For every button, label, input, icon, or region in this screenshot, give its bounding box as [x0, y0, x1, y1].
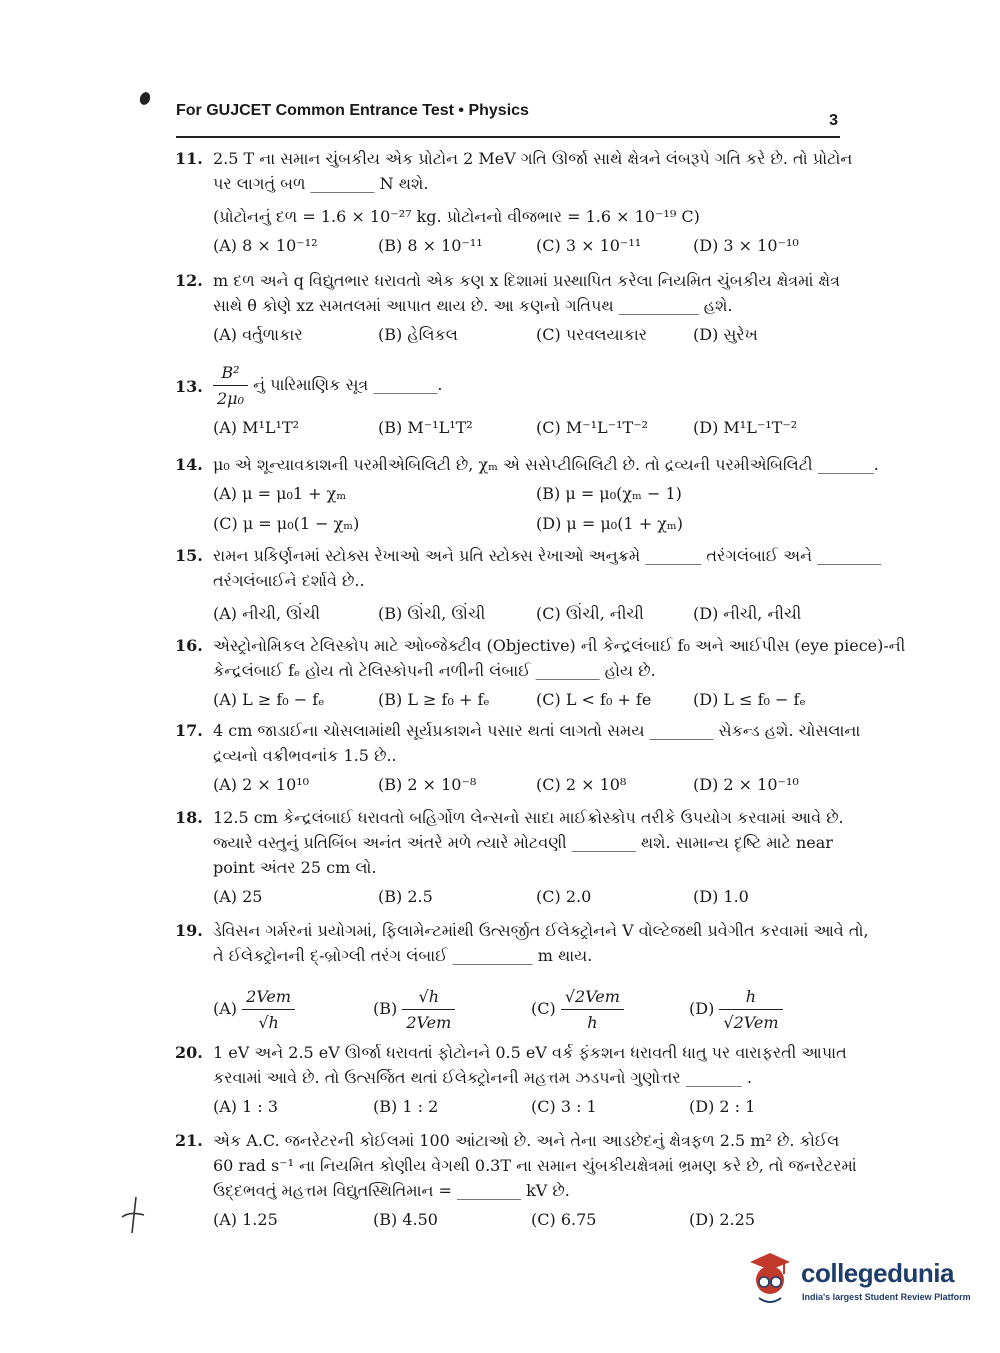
question-text: ડેવિસન ગર્મરનાં પ્રયોગમાં, ફિલામેન્ટમાંથી ઉત્સર્જીત ઈલેક્ટ્રોનને V વોલ્ટેજથી પ્રવેગીત કરવામાં આવે તો,	[213, 921, 869, 940]
option-d: (D) M¹L⁻¹T⁻²	[693, 418, 798, 437]
option-a	[213, 984, 295, 1035]
option-label: (A)	[213, 999, 238, 1018]
collegedunia-logo[interactable]	[745, 1250, 975, 1310]
option-c: (C) 2 × 10⁸	[536, 775, 627, 794]
option-b: (B) 8 × 10⁻¹¹	[378, 236, 483, 255]
question-text: એક A.C. જનરેટરની કોઈલમાં 100 આંટાઓ છે. અને તેના આડછેદનું ક્ષેત્રફળ 2.5 m² છે. કોઈલ	[213, 1131, 840, 1150]
options-row	[213, 880, 840, 910]
options-row	[213, 507, 840, 537]
question-text: ઉદ્દભવતું મહત્તમ વિદ્યુતસ્થિતિમાન = ________ kV છે.	[213, 1181, 570, 1200]
option-b: (B) 1 : 2	[373, 1097, 439, 1116]
option-c: (C) μ = μ₀(1 − χₘ)	[213, 514, 360, 533]
question-text: point અંતર 25 cm લો.	[213, 858, 377, 877]
question-text: પર લાગતું બળ ________ N થશે.	[213, 174, 429, 193]
option-d: (D) 2 × 10⁻¹⁰	[693, 775, 799, 794]
option-c: (C) M⁻¹L⁻¹T⁻²	[536, 418, 649, 437]
question-text: તે ઈલેક્ટ્રોનની દ્-બ્રોગ્લી તરંગ લંબાઈ __________ m થાય.	[213, 946, 593, 965]
question-text: 60 rad s⁻¹ ના નિયમિત કોણીય વેગથી 0.3T ના સમાન ચુંબકીયક્ષેત્રમાં ભ્રમણ કરે છે, તો જનરેટરમાં	[213, 1156, 857, 1175]
option-b: (B) 2 × 10⁻⁸	[378, 775, 477, 794]
question-11	[175, 146, 853, 259]
question-text: m દળ અને q વિદ્યુતભાર ધરાવતો એક કણ x દિશામાં પ્રસ્થાપિત કરેલા નિયમિત ચુંબકીય ક્ષેત્રમાં ક્ષેત્ર	[213, 271, 840, 290]
question-15	[175, 543, 882, 627]
option-c: (C) 3 : 1	[531, 1097, 597, 1116]
option-d: (D) 3 × 10⁻¹⁰	[693, 236, 799, 255]
question-number: 11.	[175, 149, 203, 168]
question-text	[213, 360, 840, 411]
option-b: (B) ઊંચી, ઊંચી	[378, 604, 486, 623]
option-a: (A) 8 × 10⁻¹²	[213, 236, 318, 255]
question-text: કરવામાં આવે છે. તો ઉત્સર્જિત થતાં ઈલેક્ટ્રોનની મહત્તમ ઝડપનો ગુણોત્તર _______ .	[213, 1068, 752, 1087]
option-a: (A) μ = μ₀1 + χₘ	[213, 484, 347, 503]
option-c	[531, 984, 624, 1035]
fraction-numerator: B²	[213, 360, 248, 386]
option-c: (C) 2.0	[536, 887, 592, 906]
option-b: (B) M⁻¹L¹T²	[378, 418, 473, 437]
options-row	[213, 683, 840, 713]
question-number: 19.	[175, 921, 203, 940]
option-d	[689, 984, 783, 1035]
fraction-denominator: √2Vem	[723, 1013, 779, 1032]
option-b: (B) μ = μ₀(χₘ − 1)	[536, 484, 682, 503]
fraction	[561, 984, 624, 1035]
question-number: 18.	[175, 808, 203, 827]
options-row	[213, 597, 840, 627]
fraction-numerator: √2Vem	[561, 984, 624, 1010]
fraction-numerator: √h	[402, 984, 455, 1010]
question-text: કેન્દ્રલંબાઈ fₑ હોય તો ટેલિસ્કોપની નળીની લંબાઈ ________ હોય છે.	[213, 661, 656, 680]
options-row	[213, 768, 840, 798]
ink-dot	[138, 91, 152, 107]
option-a: (A) M¹L¹T²	[213, 418, 300, 437]
option-b: (B) હેલિકલ	[378, 325, 458, 344]
logo-wordmark: collegedunia	[801, 1258, 954, 1288]
option-label: (B)	[373, 999, 398, 1018]
question-number: 20.	[175, 1043, 203, 1062]
fraction-numerator: h	[719, 984, 782, 1010]
option-c: (C) પરવલયાકાર	[536, 325, 648, 344]
option-a: (A) 1 : 3	[213, 1097, 279, 1116]
fraction-denominator: h	[587, 1013, 598, 1032]
option-d: (D) L ≤ f₀ − fₑ	[693, 690, 806, 709]
page-header	[176, 100, 840, 138]
options-row	[213, 1090, 840, 1120]
fraction	[213, 360, 248, 411]
question-text: (પ્રોટોનનું દળ = 1.6 × 10⁻²⁷ kg. પ્રોટોનનો વીજભાર = 1.6 × 10⁻¹⁹ C)	[213, 207, 700, 226]
option-b: (B) L ≥ f₀ + fₑ	[378, 690, 490, 709]
page-title: For GUJCET Common Entrance Test • Physics	[176, 102, 529, 119]
question-number: 14.	[175, 455, 203, 474]
option-b: (B) 4.50	[373, 1210, 438, 1229]
question-text-after: નું પારિમાણિક સૂત્ર ________.	[253, 375, 443, 394]
option-d: (D) સુરેખ	[693, 325, 758, 344]
fraction	[242, 984, 295, 1035]
question-text: 12.5 cm કેન્દ્રલંબાઈ ધરાવતો બહિર્ગોળ લેન્સનો સાદા માઈક્રોસ્કોપ તરીકે ઉપયોગ કરવામાં આવે છે.	[213, 808, 844, 827]
option-d: (D) μ = μ₀(1 + χₘ)	[536, 514, 683, 533]
question-17	[175, 718, 861, 798]
handwritten-mark	[118, 1195, 148, 1235]
option-d: (D) નીચી, નીચી	[693, 604, 802, 623]
question-20	[175, 1040, 847, 1120]
option-c: (C) ઊંચી, નીચી	[536, 604, 644, 623]
question-21	[175, 1128, 857, 1233]
question-16	[175, 633, 906, 713]
option-c: (C) 6.75	[531, 1210, 597, 1229]
question-text: 1 eV અને 2.5 eV ઊર્જા ધરાવતાં ફોટોનને 0.5 eV વર્ક ફંકશન ધરાવતી ધાતુ પર વારાફરતી આપાત	[213, 1043, 847, 1062]
question-text: સાથે θ કોણે xz સમતલમાં આપાત થાય છે. આ કણનો ગતિપથ __________ હશે.	[213, 296, 733, 315]
option-a: (A) 1.25	[213, 1210, 278, 1229]
question-19	[175, 918, 869, 1040]
options-row	[213, 318, 840, 348]
fraction-denominator: √h	[258, 1013, 279, 1032]
option-label: (D)	[689, 999, 715, 1018]
question-number: 16.	[175, 636, 203, 655]
page-number: 3	[829, 112, 838, 129]
question-number: 21.	[175, 1131, 203, 1150]
fraction	[402, 984, 455, 1035]
fraction-denominator: 2Vem	[406, 1013, 452, 1032]
question-text: દ્રવ્યનો વક્રીભવનાંક 1.5 છે..	[213, 746, 397, 765]
option-c: (C) L < f₀ + fe	[536, 690, 652, 709]
question-number: 15.	[175, 546, 203, 565]
question-14	[175, 452, 879, 537]
option-d: (D) 1.0	[693, 887, 749, 906]
fraction-numerator: 2Vem	[242, 984, 295, 1010]
options-row	[213, 1203, 840, 1233]
option-a: (A) નીચી, ઊંચી	[213, 604, 321, 623]
option-a: (A) L ≥ f₀ − fₑ	[213, 690, 325, 709]
question-number: 12.	[175, 271, 203, 290]
fraction	[719, 984, 782, 1035]
question-18	[175, 805, 844, 910]
question-13	[175, 360, 840, 441]
option-c: (C) 3 × 10⁻¹¹	[536, 236, 642, 255]
option-a: (A) 25	[213, 887, 263, 906]
options-row	[213, 229, 840, 259]
graduate-mascot-icon	[745, 1250, 795, 1305]
fraction-denominator: 2μ₀	[217, 389, 244, 408]
question-text: μ₀ એ શૂન્યાવકાશની પરમીએબિલિટી છે, χₘ એ સસેપ્ટીબિલિટી છે. તો દ્રવ્યની પરમીએબિલિટી _______.	[213, 455, 879, 474]
question-text: જ્યારે વસ્તુનું પ્રતિબિંબ અનંત અંતરે મળે ત્યારે મોટવણી ________ થશે. સામાન્ય દૃષ્ટિ માટે near	[213, 833, 833, 852]
question-text: એસ્ટ્રોનોમિકલ ટેલિસ્કોપ માટે ઓબ્જેક્ટીવ (Objective) ની કેન્દ્રલંબાઈ f₀ અને આઈપીસ (eye piece)-ની	[213, 636, 906, 655]
question-text: રામન પ્રકિર્ણનમાં સ્ટોક્સ રેખાઓ અને પ્રતિ સ્ટોક્સ રેખાઓ અનુક્રમે _______ તરંગલંબાઈ અને ________	[213, 546, 882, 565]
option-d: (D) 2 : 1	[689, 1097, 756, 1116]
logo-tagline: India's largest Student Review Platform	[802, 1292, 971, 1302]
question-text: 4 cm જાડાઈના ચોસલામાંથી સૂર્યપ્રકાશને પસાર થતાં લાગતો સમય ________ સેકન્ડ હશે. ચોસલાના	[213, 721, 861, 740]
option-d: (D) 2.25	[689, 1210, 756, 1229]
option-a: (A) વર્તુળાકાર	[213, 325, 303, 344]
option-a: (A) 2 × 10¹⁰	[213, 775, 310, 794]
question-12	[175, 268, 840, 348]
options-row	[213, 411, 840, 441]
options-row	[213, 477, 840, 507]
option-b	[373, 984, 455, 1035]
question-number: 13.	[175, 377, 203, 396]
question-text: તરંગલંબાઈને દર્શાવે છે..	[213, 571, 365, 590]
question-text: 2.5 T ના સમાન ચુંબકીય એક પ્રોટોન 2 MeV ગતિ ઊર્જા સાથે ક્ષેત્રને લંબરૂપે ગતિ કરે છે. તો પ્રોટોન	[213, 149, 853, 168]
option-b: (B) 2.5	[378, 887, 433, 906]
question-number: 17.	[175, 721, 203, 740]
option-label: (C)	[531, 999, 556, 1018]
options-row	[213, 974, 840, 1040]
